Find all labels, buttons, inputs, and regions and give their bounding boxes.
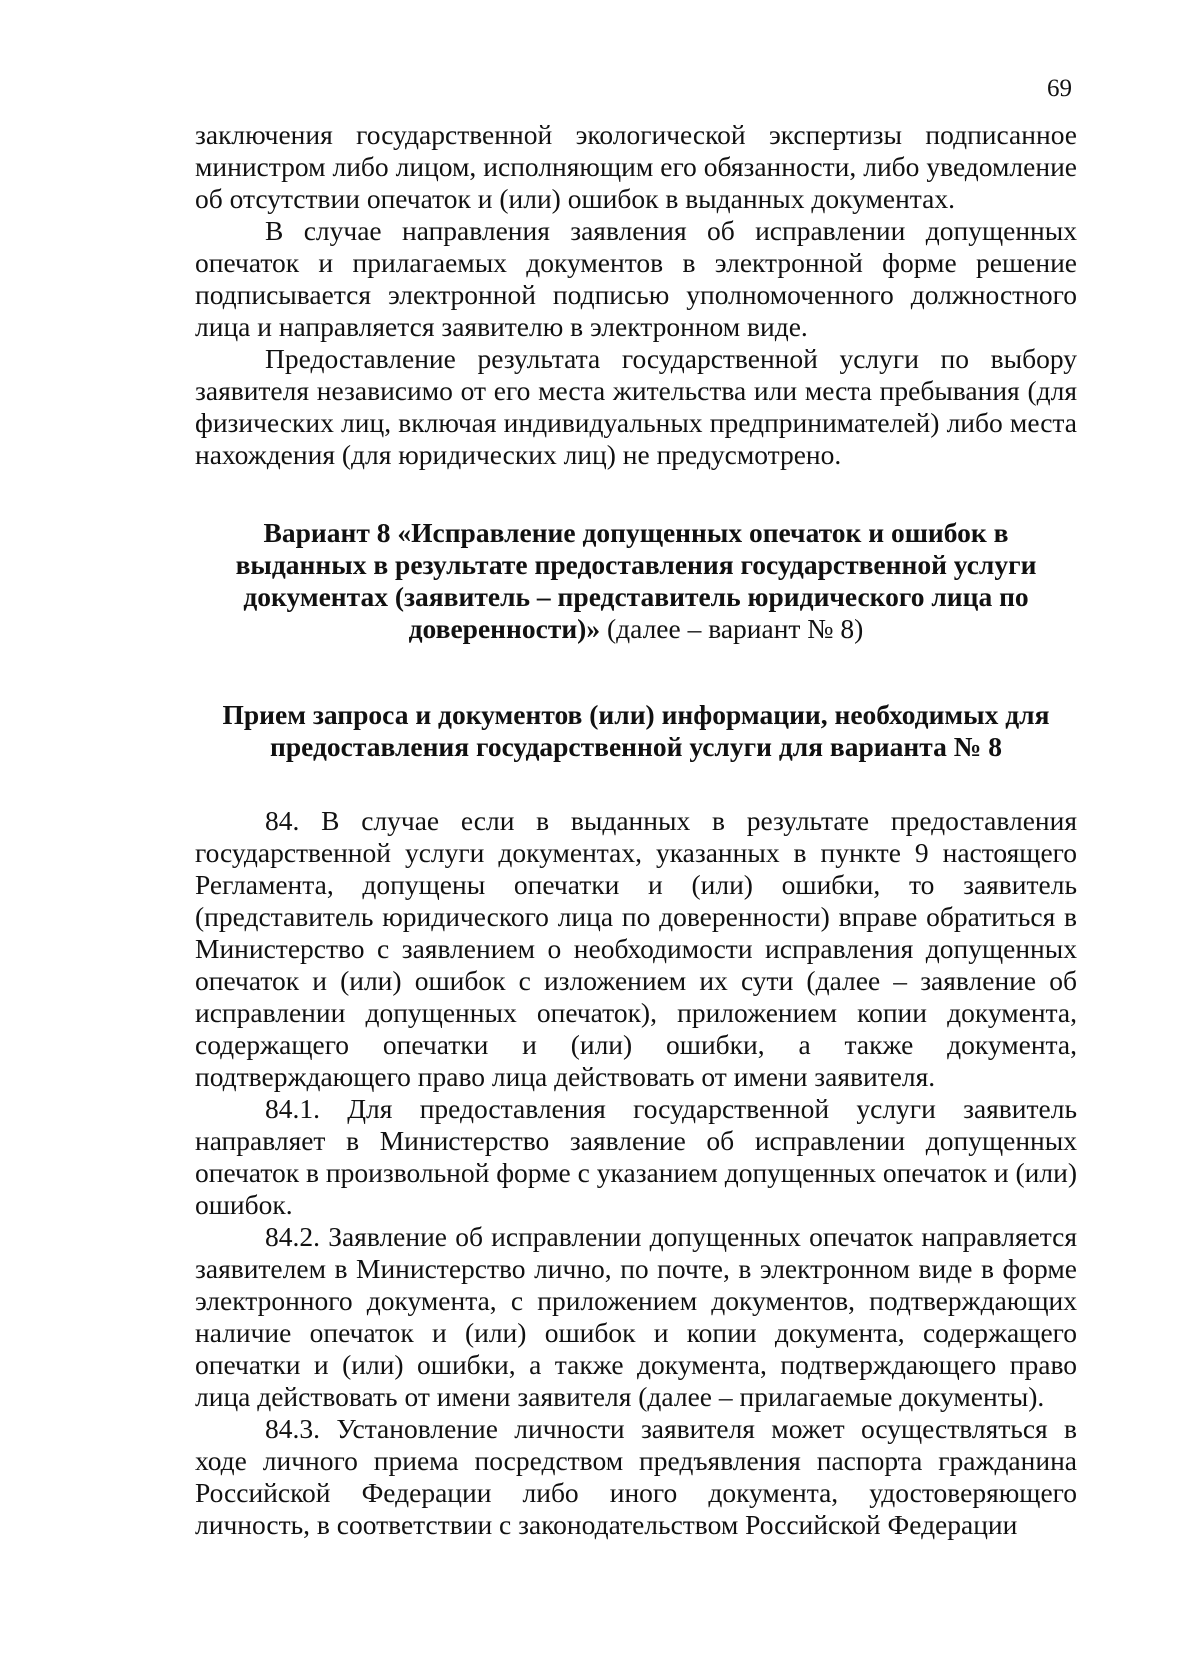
document-body bbox=[195, 119, 1077, 1541]
paragraph-conclusion-continuation: заключения государственной экологической экспертизы подписанное министром либо лицом, исполняющим его обязанности, либо уведомление об отсутствии опечаток и (или) ошибок в выданных документах. bbox=[195, 119, 1077, 214]
section-heading-variant-8-suffix: (далее – вариант № 8) bbox=[600, 613, 864, 644]
paragraph-item-84-3: 84.3. Установление личности заявителя может осуществляться в ходе личного приема посредством предъявления паспорта гражданина Российской Федерации либо иного документа, удостоверяющего личность, в соответствии с законодательством Российской Федерации bbox=[195, 1413, 1077, 1540]
paragraph-electronic-signature: В случае направления заявления об исправлении допущенных опечаток и прилагаемых документов в электронной форме решение подписывается электронной подписью уполномоченного должностного лица и направляется заявителю в электронном виде. bbox=[195, 215, 1077, 342]
paragraph-item-84: 84. В случае если в выданных в результате предоставления государственной услуги документах, указанных в пункте 9 настоящего Регламента, допущены опечатки и (или) ошибки, то заявитель (представитель юридического лица по доверенности) вправе обратиться в Министерство с заявлением о необходимости исправления допущенных опечаток и (или) ошибок с изложением их сути (далее – заявление об исправлении допущенных опечаток), приложением копии документа, содержащего опечатки и (или) ошибки, а также документа, подтверждающего право лица действовать от имени заявителя. bbox=[195, 805, 1077, 1092]
subsection-heading-request-reception: Прием запроса и документов (или) информации, необходимых для предоставления государственной услуги для варианта № 8 bbox=[222, 699, 1050, 762]
paragraph-result-extraterritorial: Предоставление результата государственной услуги по выбору заявителя независимо от его места жительства или места пребывания (для физических лиц, включая индивидуальных предпринимателей) либо места нахождения (для юридических лиц) не предусмотрено. bbox=[195, 343, 1077, 470]
section-heading-variant-8 bbox=[195, 517, 1077, 645]
page-number: 69 bbox=[1047, 75, 1072, 102]
section-heading-variant-8-bold: Вариант 8 «Исправление допущенных опечаток и ошибок в выданных в результате предоставления государственной услуги документах (заявитель – представитель юридического лица по доверенности)» bbox=[235, 517, 1037, 644]
paragraph-item-84-1: 84.1. Для предоставления государственной услуги заявитель направляет в Министерство заявление об исправлении допущенных опечаток в произвольной форме с указанием допущенных опечаток и (или) ошибок. bbox=[195, 1093, 1077, 1220]
paragraph-item-84-2: 84.2. Заявление об исправлении допущенных опечаток направляется заявителем в Министерство лично, по почте, в электронном виде в форме электронного документа, с приложением документов, подтверждающих наличие опечаток и (или) ошибок и копии документа, содержащего опечатки и (или) ошибки, а также документа, подтверждающего право лица действовать от имени заявителя (далее – прилагаемые документы). bbox=[195, 1221, 1077, 1412]
